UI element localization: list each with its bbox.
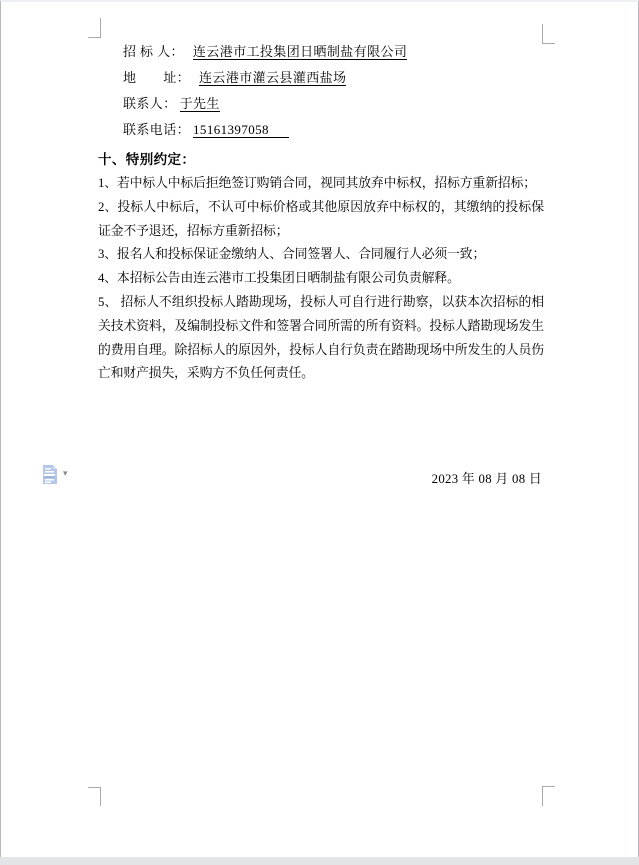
contact-row-person xyxy=(123,91,407,117)
contact-row-phone xyxy=(123,117,407,143)
clause-paragraph: 1、若中标人中标后拒绝签订购销合同，视同其放弃中标权，招标方重新招标； xyxy=(98,176,536,190)
contact-value: 于先生 xyxy=(179,96,220,111)
margin-crop-mark-bottom-right xyxy=(542,786,555,806)
contact-info-block xyxy=(123,39,407,143)
clause-paragraph: 4、本招标公告由连云港市工投集团日晒制盐有限公司负责解释。 xyxy=(98,271,460,286)
contact-value: 连云港市工投集团日晒制盐有限公司 xyxy=(192,44,408,59)
clause-paragraph: 2、投标人中标后，不认可中标价格或其他原因放弃中标权的，其缴纳的投标保证金不予退还，招标方重新招标； xyxy=(98,199,544,238)
margin-crop-mark-bottom-left xyxy=(88,787,101,806)
dropdown-arrow-icon[interactable]: ▾ xyxy=(63,469,68,479)
clause-paragraph: 3、报名人和投标保证金缴纳人、合同签署人、合同履行人必须一致； xyxy=(98,247,486,262)
contact-label: 地 址： xyxy=(123,70,191,85)
contact-value: 15161397058 xyxy=(193,122,289,138)
contact-label: 联系电话： xyxy=(123,122,191,137)
section-heading: 十、特别约定： xyxy=(98,152,196,167)
contact-value: 连云港市灌云县灌西盐场 xyxy=(199,70,347,85)
contact-label: 招 标 人： xyxy=(123,44,184,59)
margin-crop-mark-top-right xyxy=(542,24,555,44)
contact-row-bidder xyxy=(123,39,407,65)
window-background-strip xyxy=(0,857,639,865)
special-terms-block xyxy=(98,172,544,386)
document-date: 2023 年 08 月 08 日 xyxy=(431,472,542,486)
contact-label: 联系人： xyxy=(123,96,177,111)
paste-options-icon xyxy=(42,465,58,484)
clause-paragraph: 5、 招标人不组织投标人踏勘现场，投标人可自行进行勘察，以获本次招标的相关技术资料，及编制投标文件和签署合同所需的所有资料。投标人踏勘现场发生的费用自理。除招标人的原因外，投标人自行负责在踏勘现场中所发生的人员伤亡和财产损失，采购方不负任何责任。 xyxy=(98,294,544,381)
paste-options-button[interactable] xyxy=(42,465,68,484)
margin-crop-mark-top-left xyxy=(88,18,101,38)
contact-row-address xyxy=(123,65,407,91)
